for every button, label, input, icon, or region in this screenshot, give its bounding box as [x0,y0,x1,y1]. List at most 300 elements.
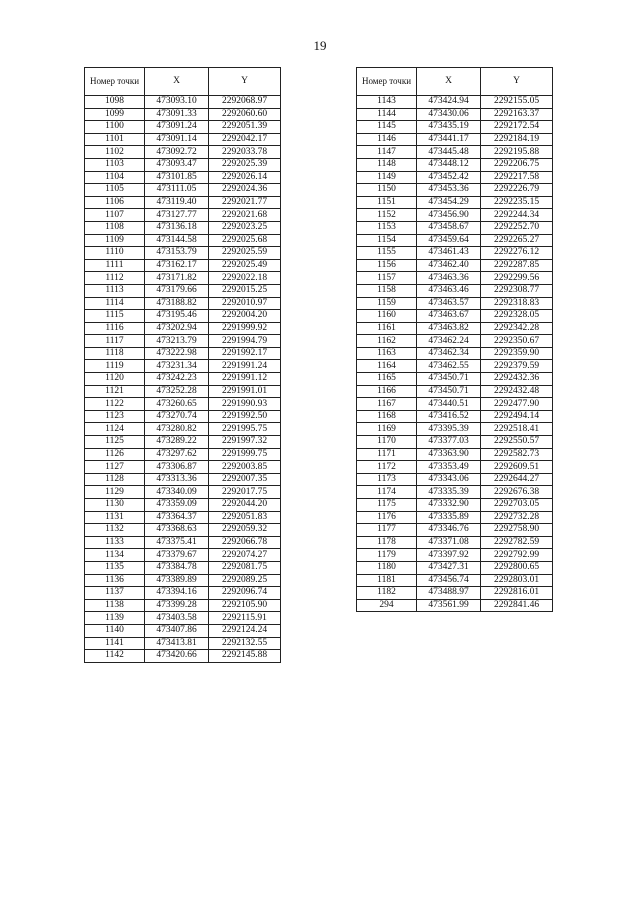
cell-y: 2292644.27 [481,473,553,486]
header-x: X [145,68,209,96]
cell-y: 2292017.75 [209,486,281,499]
table-row [357,423,553,436]
cell-y: 2292582.73 [481,448,553,461]
table-row [85,587,281,600]
cell-x: 473377.03 [417,436,481,449]
table-row [357,461,553,474]
cell-y: 2292010.97 [209,297,281,310]
table-row [85,360,281,373]
table-row [85,221,281,234]
cell-x: 473332.90 [417,499,481,512]
cell-y: 2292217.58 [481,171,553,184]
cell-x: 473445.48 [417,146,481,159]
cell-x: 473231.34 [145,360,209,373]
cell-x: 473462.24 [417,335,481,348]
cell-y: 2291991.24 [209,360,281,373]
cell-y: 2292550.57 [481,436,553,449]
cell-y: 2292195.88 [481,146,553,159]
cell-point-number: 1108 [85,221,145,234]
cell-x: 473462.34 [417,347,481,360]
cell-x: 473389.89 [145,574,209,587]
cell-point-number: 1153 [357,221,417,234]
cell-x: 473440.51 [417,398,481,411]
cell-x: 473313.36 [145,473,209,486]
cell-x: 473420.66 [145,650,209,663]
cell-x: 473488.97 [417,587,481,600]
cell-x: 473463.82 [417,322,481,335]
cell-y: 2292007.35 [209,473,281,486]
cell-x: 473458.67 [417,221,481,234]
cell-x: 473462.55 [417,360,481,373]
header-point-number: Номер точки [357,68,417,96]
cell-y: 2292350.67 [481,335,553,348]
cell-point-number: 1126 [85,448,145,461]
cell-x: 473340.09 [145,486,209,499]
cell-y: 2292042.17 [209,133,281,146]
cell-x: 473144.58 [145,234,209,247]
cell-y: 2292044.20 [209,499,281,512]
coordinates-table-left [84,67,281,663]
cell-x: 473463.67 [417,310,481,323]
cell-point-number: 1157 [357,272,417,285]
cell-y: 2292163.37 [481,108,553,121]
table-row [357,234,553,247]
cell-point-number: 1141 [85,637,145,650]
table-header-row [85,68,281,96]
cell-y: 2292432.48 [481,385,553,398]
cell-point-number: 1139 [85,612,145,625]
cell-x: 473260.65 [145,398,209,411]
cell-x: 473359.09 [145,499,209,512]
cell-point-number: 1102 [85,146,145,159]
cell-x: 473561.99 [417,599,481,612]
cell-point-number: 1147 [357,146,417,159]
table-row [357,297,553,310]
table-row [85,96,281,109]
cell-y: 2292359.90 [481,347,553,360]
cell-y: 2292800.65 [481,561,553,574]
cell-point-number: 1111 [85,259,145,272]
cell-point-number: 1106 [85,196,145,209]
table-row [357,536,553,549]
cell-y: 2292432.36 [481,373,553,386]
cell-y: 2291999.92 [209,322,281,335]
cell-x: 473456.90 [417,209,481,222]
cell-y: 2292074.27 [209,549,281,562]
table-row [85,259,281,272]
cell-x: 473453.36 [417,184,481,197]
cell-y: 2292081.75 [209,561,281,574]
cell-y: 2292299.56 [481,272,553,285]
cell-x: 473111.05 [145,184,209,197]
table-row [357,272,553,285]
cell-point-number: 1127 [85,461,145,474]
table-row [357,385,553,398]
cell-y: 2292096.74 [209,587,281,600]
cell-y: 2292025.68 [209,234,281,247]
table-row [357,259,553,272]
table-row [85,146,281,159]
cell-x: 473416.52 [417,410,481,423]
cell-point-number: 1130 [85,499,145,512]
cell-point-number: 1167 [357,398,417,411]
cell-point-number: 1165 [357,373,417,386]
cell-point-number: 1161 [357,322,417,335]
cell-x: 473289.22 [145,436,209,449]
cell-x: 473379.67 [145,549,209,562]
cell-point-number: 1179 [357,549,417,562]
cell-point-number: 1121 [85,385,145,398]
table-header-row [357,68,553,96]
cell-x: 473136.18 [145,221,209,234]
cell-x: 473452.42 [417,171,481,184]
cell-x: 473270.74 [145,410,209,423]
table-row [357,574,553,587]
cell-y: 2292308.77 [481,284,553,297]
cell-x: 473463.57 [417,297,481,310]
cell-y: 2292803.01 [481,574,553,587]
cell-point-number: 1113 [85,284,145,297]
cell-point-number: 1135 [85,561,145,574]
cell-point-number: 1122 [85,398,145,411]
table-row [85,473,281,486]
table-row [85,599,281,612]
cell-y: 2292244.34 [481,209,553,222]
cell-point-number: 1142 [85,650,145,663]
cell-point-number: 1177 [357,524,417,537]
table-row [85,574,281,587]
cell-y: 2292609.51 [481,461,553,474]
cell-x: 473463.46 [417,284,481,297]
table-row [357,347,553,360]
cell-y: 2291991.12 [209,373,281,386]
table-row [357,310,553,323]
cell-point-number: 1154 [357,234,417,247]
cell-y: 2292068.97 [209,96,281,109]
table-row [85,297,281,310]
cell-point-number: 1100 [85,121,145,134]
cell-y: 2292025.59 [209,247,281,260]
table-row [357,524,553,537]
table-row [85,436,281,449]
cell-y: 2291994.79 [209,335,281,348]
cell-x: 473403.58 [145,612,209,625]
table-row [357,335,553,348]
table-row [85,335,281,348]
cell-y: 2292265.27 [481,234,553,247]
cell-x: 473368.63 [145,524,209,537]
cell-point-number: 1166 [357,385,417,398]
cell-x: 473456.74 [417,574,481,587]
cell-point-number: 1182 [357,587,417,600]
table-row [357,398,553,411]
cell-x: 473459.64 [417,234,481,247]
cell-point-number: 1110 [85,247,145,260]
table-body-right [357,96,553,612]
table-row [85,461,281,474]
table-row [357,322,553,335]
cell-y: 2292477.90 [481,398,553,411]
cell-x: 473127.77 [145,209,209,222]
table-row [357,184,553,197]
cell-point-number: 1129 [85,486,145,499]
table-row [85,347,281,360]
cell-point-number: 294 [357,599,417,612]
table-row [85,637,281,650]
cell-x: 473091.24 [145,121,209,134]
table-row [85,385,281,398]
cell-x: 473363.90 [417,448,481,461]
cell-x: 473384.78 [145,561,209,574]
table-row [85,133,281,146]
table-row [85,486,281,499]
cell-x: 473091.33 [145,108,209,121]
table-row [85,247,281,260]
cell-point-number: 1101 [85,133,145,146]
cell-point-number: 1170 [357,436,417,449]
cell-x: 473450.71 [417,373,481,386]
cell-x: 473188.82 [145,297,209,310]
cell-y: 2291997.32 [209,436,281,449]
cell-y: 2292703.05 [481,499,553,512]
table-row [357,360,553,373]
cell-x: 473101.85 [145,171,209,184]
cell-point-number: 1133 [85,536,145,549]
cell-point-number: 1160 [357,310,417,323]
table-row [85,448,281,461]
table-row [85,612,281,625]
cell-point-number: 1169 [357,423,417,436]
cell-x: 473461.43 [417,247,481,260]
cell-x: 473093.47 [145,158,209,171]
cell-y: 2292059.32 [209,524,281,537]
cell-x: 473353.49 [417,461,481,474]
cell-y: 2292328.05 [481,310,553,323]
cell-y: 2292004.20 [209,310,281,323]
table-row [85,184,281,197]
cell-point-number: 1131 [85,511,145,524]
cell-point-number: 1155 [357,247,417,260]
cell-y: 2292758.90 [481,524,553,537]
cell-y: 2292051.39 [209,121,281,134]
cell-x: 473394.16 [145,587,209,600]
cell-x: 473119.40 [145,196,209,209]
cell-point-number: 1128 [85,473,145,486]
table-row [85,209,281,222]
cell-x: 473463.36 [417,272,481,285]
table-row [357,284,553,297]
cell-y: 2292023.25 [209,221,281,234]
cell-y: 2292252.70 [481,221,553,234]
cell-x: 473162.17 [145,259,209,272]
cell-y: 2292494.14 [481,410,553,423]
cell-point-number: 1172 [357,461,417,474]
table-row [357,146,553,159]
cell-x: 473427.31 [417,561,481,574]
cell-y: 2291991.01 [209,385,281,398]
cell-point-number: 1112 [85,272,145,285]
cell-y: 2292132.55 [209,637,281,650]
cell-x: 473093.10 [145,96,209,109]
cell-y: 2292115.91 [209,612,281,625]
cell-point-number: 1159 [357,297,417,310]
cell-point-number: 1098 [85,96,145,109]
cell-x: 473441.17 [417,133,481,146]
cell-point-number: 1178 [357,536,417,549]
cell-x: 473252.28 [145,385,209,398]
table-row [85,536,281,549]
table-row [85,423,281,436]
cell-y: 2292226.79 [481,184,553,197]
cell-y: 2292124.24 [209,624,281,637]
cell-y: 2292816.01 [481,587,553,600]
cell-x: 473430.06 [417,108,481,121]
coordinates-table-right [356,67,553,612]
table-row [357,561,553,574]
cell-x: 473195.46 [145,310,209,323]
cell-x: 473450.71 [417,385,481,398]
cell-x: 473454.29 [417,196,481,209]
cell-y: 2292184.19 [481,133,553,146]
cell-point-number: 1158 [357,284,417,297]
cell-point-number: 1132 [85,524,145,537]
cell-y: 2292015.25 [209,284,281,297]
cell-x: 473213.79 [145,335,209,348]
cell-x: 473346.76 [417,524,481,537]
table-row [85,234,281,247]
cell-x: 473179.66 [145,284,209,297]
cell-point-number: 1174 [357,486,417,499]
table-row [357,209,553,222]
table-row [357,410,553,423]
cell-x: 473435.19 [417,121,481,134]
table-row [357,108,553,121]
table-row [85,322,281,335]
cell-y: 2291992.17 [209,347,281,360]
page-number: 19 [313,38,327,53]
cell-x: 473092.72 [145,146,209,159]
cell-point-number: 1103 [85,158,145,171]
cell-point-number: 1173 [357,473,417,486]
table-row [85,310,281,323]
cell-point-number: 1181 [357,574,417,587]
cell-point-number: 1180 [357,561,417,574]
cell-point-number: 1151 [357,196,417,209]
cell-x: 473364.37 [145,511,209,524]
cell-point-number: 1124 [85,423,145,436]
cell-y: 2292060.60 [209,108,281,121]
table-row [85,272,281,285]
cell-x: 473424.94 [417,96,481,109]
cell-x: 473462.40 [417,259,481,272]
cell-point-number: 1176 [357,511,417,524]
header-y: Y [481,68,553,96]
cell-y: 2292145.88 [209,650,281,663]
table-row [357,486,553,499]
cell-y: 2292379.59 [481,360,553,373]
table-row [85,398,281,411]
cell-x: 473242.23 [145,373,209,386]
header-point-number: Номер точки [85,68,145,96]
cell-point-number: 1171 [357,448,417,461]
table-row [357,96,553,109]
cell-y: 2292518.41 [481,423,553,436]
header-x: X [417,68,481,96]
cell-x: 473306.87 [145,461,209,474]
cell-point-number: 1134 [85,549,145,562]
table-row [357,133,553,146]
header-y: Y [209,68,281,96]
cell-x: 473375.41 [145,536,209,549]
cell-y: 2292342.28 [481,322,553,335]
cell-x: 473202.94 [145,322,209,335]
cell-y: 2292089.25 [209,574,281,587]
cell-point-number: 1137 [85,587,145,600]
cell-point-number: 1114 [85,297,145,310]
cell-point-number: 1099 [85,108,145,121]
cell-x: 473371.08 [417,536,481,549]
table-row [357,196,553,209]
cell-x: 473091.14 [145,133,209,146]
cell-y: 2292051.83 [209,511,281,524]
table-row [357,448,553,461]
table-row [85,410,281,423]
cell-point-number: 1118 [85,347,145,360]
cell-point-number: 1109 [85,234,145,247]
table-row [85,171,281,184]
table-row [357,499,553,512]
cell-point-number: 1107 [85,209,145,222]
cell-x: 473399.28 [145,599,209,612]
cell-point-number: 1123 [85,410,145,423]
cell-point-number: 1152 [357,209,417,222]
cell-y: 2291992.50 [209,410,281,423]
cell-point-number: 1168 [357,410,417,423]
cell-point-number: 1150 [357,184,417,197]
cell-y: 2292287.85 [481,259,553,272]
table-row [85,499,281,512]
cell-y: 2292172.54 [481,121,553,134]
cell-point-number: 1143 [357,96,417,109]
table-row [85,624,281,637]
table-row [357,436,553,449]
cell-y: 2292792.99 [481,549,553,562]
table-row [357,599,553,612]
table-row [85,650,281,663]
table-row [357,549,553,562]
cell-x: 473222.98 [145,347,209,360]
cell-x: 473448.12 [417,158,481,171]
cell-point-number: 1144 [357,108,417,121]
table-row [85,284,281,297]
table-row [357,511,553,524]
cell-y: 2292022.18 [209,272,281,285]
cell-y: 2292782.59 [481,536,553,549]
cell-point-number: 1146 [357,133,417,146]
table-row [85,524,281,537]
table-row [357,121,553,134]
cell-x: 473397.92 [417,549,481,562]
cell-x: 473153.79 [145,247,209,260]
cell-y: 2292024.36 [209,184,281,197]
cell-point-number: 1175 [357,499,417,512]
cell-y: 2291999.75 [209,448,281,461]
cell-point-number: 1115 [85,310,145,323]
cell-y: 2292732.28 [481,511,553,524]
cell-x: 473335.39 [417,486,481,499]
cell-point-number: 1164 [357,360,417,373]
cell-y: 2292025.49 [209,259,281,272]
